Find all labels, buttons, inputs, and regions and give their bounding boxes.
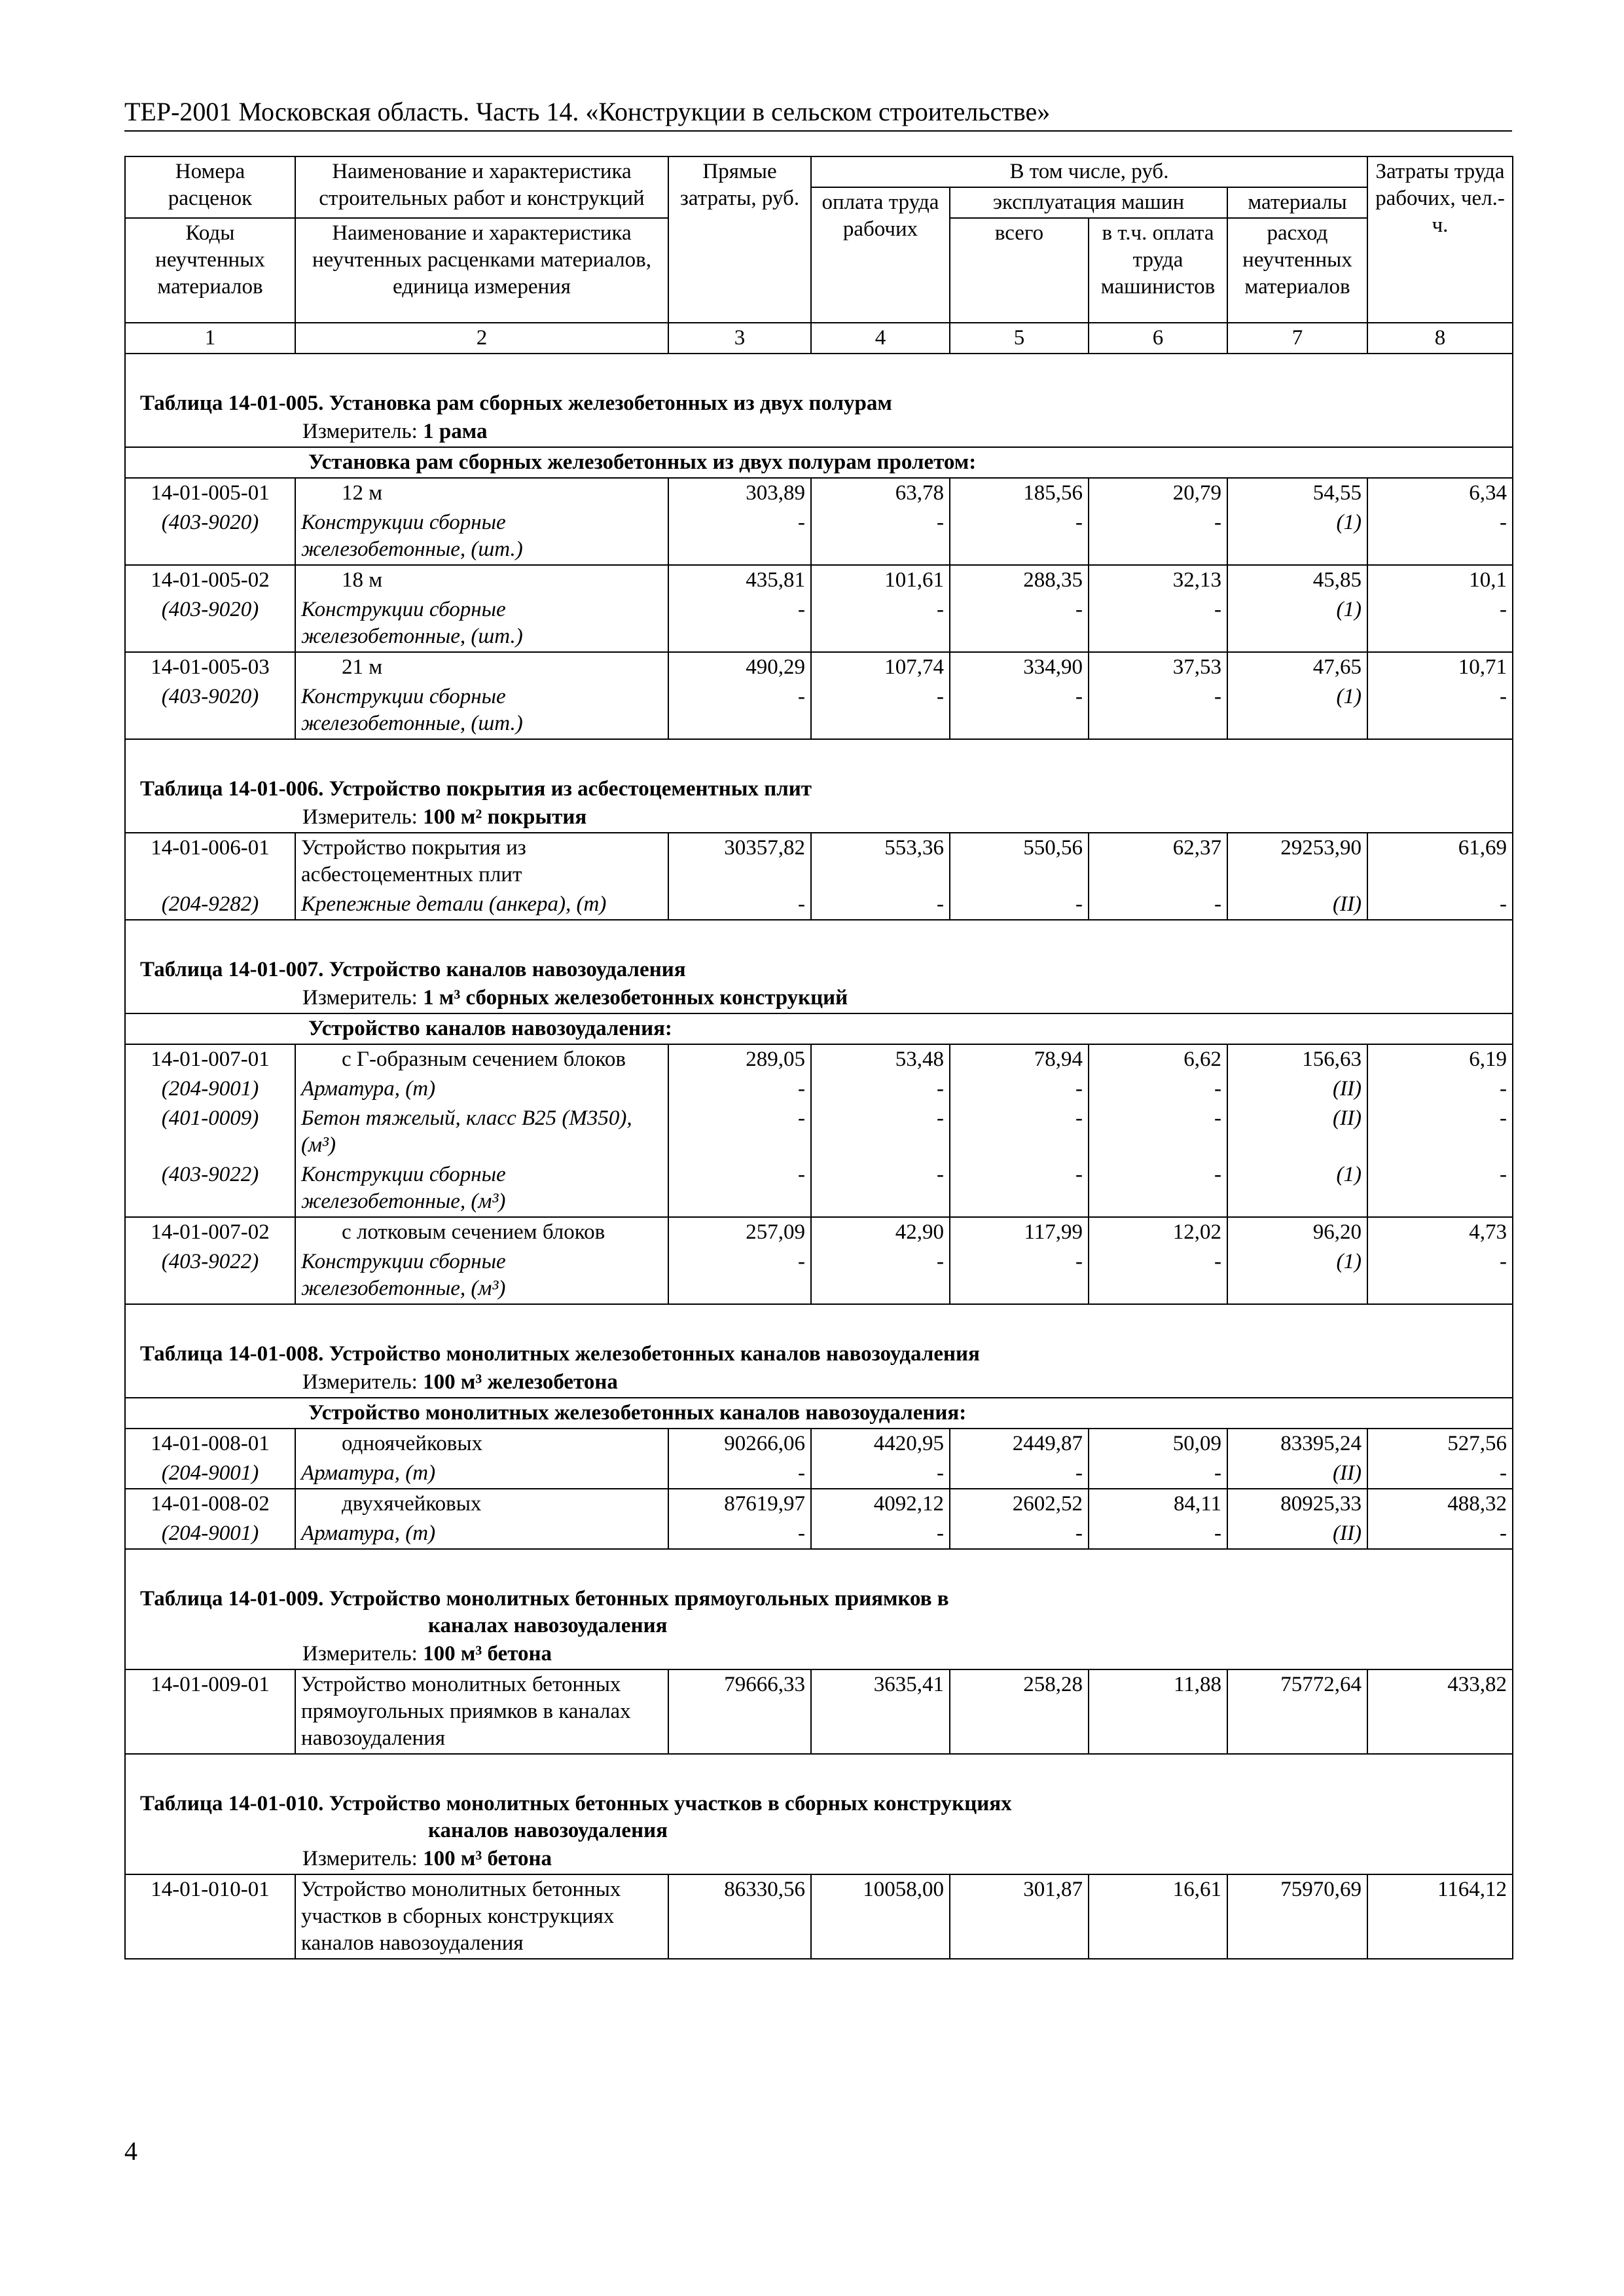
- measure-value: 1 м³ сборных железобетонных конструкций: [423, 986, 848, 1010]
- rate-code: 14-01-010-01: [125, 1874, 295, 1959]
- rate-value-col-3: 257,09: [668, 1217, 811, 1247]
- material-value-col-4: -: [811, 1160, 950, 1217]
- rate-value-col-7: 54,55: [1227, 478, 1367, 508]
- rate-value-col-6: 32,13: [1089, 565, 1227, 595]
- measure-label: Измеритель:: [302, 805, 424, 829]
- col-num: 7: [1227, 323, 1367, 354]
- header-name-bottom: Наименование и характеристика неучтенных расценками материалов, единица измерения: [295, 218, 668, 323]
- rate-code: 14-01-005-02: [125, 565, 295, 595]
- header-materials: материалы: [1227, 187, 1367, 218]
- material-value-col-5: -: [950, 890, 1089, 920]
- material-code: (401-0009): [125, 1104, 295, 1160]
- material-value-col-3: -: [668, 508, 811, 565]
- header-worker-pay: оплата труда рабочих: [811, 187, 950, 323]
- material-row: [125, 1074, 1513, 1104]
- rate-name: с лотковым сечением блоков: [295, 1217, 668, 1247]
- measure-value: 1 рама: [423, 420, 488, 443]
- table-row: [125, 478, 1513, 508]
- spacer: [125, 354, 1513, 390]
- material-name: Арматура, (т): [295, 1459, 668, 1489]
- rate-value-col-3: 30357,82: [668, 833, 811, 890]
- col-num: 5: [950, 323, 1089, 354]
- measure-007: [125, 983, 1513, 1013]
- rate-value-col-6: 37,53: [1089, 652, 1227, 682]
- rate-value-col-4: 63,78: [811, 478, 950, 508]
- page-header: ТЕР-2001 Московская область. Часть 14. «Конструкции в сельском строительстве»: [124, 95, 1512, 132]
- measure-value: 100 м³ железобетона: [423, 1370, 618, 1394]
- rate-value-col-3: 303,89: [668, 478, 811, 508]
- col-num: 1: [125, 323, 295, 354]
- material-code: (403-9020): [125, 508, 295, 565]
- subheader-005: Установка рам сборных железобетонных из двух полурам пролетом:: [295, 447, 1513, 478]
- material-value-col-7: (1): [1227, 1247, 1367, 1304]
- rate-code: 14-01-008-01: [125, 1429, 295, 1459]
- rate-value-col-7: 80925,33: [1227, 1489, 1367, 1519]
- material-value-col-3: -: [668, 682, 811, 739]
- material-value-col-8: -: [1367, 1074, 1513, 1104]
- rate-name: Устройство покрытия из асбестоцементных плит: [295, 833, 668, 890]
- material-value-col-7: (II): [1227, 1104, 1367, 1160]
- material-value-col-7: (II): [1227, 890, 1367, 920]
- rate-code: 14-01-006-01: [125, 833, 295, 890]
- rate-value-col-7: 156,63: [1227, 1044, 1367, 1074]
- spacer: [125, 920, 1513, 957]
- rate-value-col-8: 527,56: [1367, 1429, 1513, 1459]
- material-value-col-6: -: [1089, 1519, 1227, 1549]
- rate-value-col-7: 96,20: [1227, 1217, 1367, 1247]
- rate-value-col-6: 20,79: [1089, 478, 1227, 508]
- table-row: [125, 1874, 1513, 1959]
- table-row: [125, 1429, 1513, 1459]
- rate-value-col-8: 4,73: [1367, 1217, 1513, 1247]
- section-title-010-cont: каналов навозоудаления: [125, 1817, 1513, 1844]
- material-name: Арматура, (т): [295, 1519, 668, 1549]
- measure-label: Измеритель:: [302, 986, 424, 1010]
- material-name: Конструкции сборные железобетонные, (шт.): [295, 508, 668, 565]
- rate-value-col-4: 53,48: [811, 1044, 950, 1074]
- measure-008: [125, 1368, 1513, 1398]
- material-value-col-3: -: [668, 1074, 811, 1104]
- material-row: [125, 1104, 1513, 1160]
- material-value-col-4: -: [811, 1459, 950, 1489]
- material-value-col-3: -: [668, 1519, 811, 1549]
- material-value-col-7: (II): [1227, 1074, 1367, 1104]
- material-value-col-6: -: [1089, 1074, 1227, 1104]
- rate-code: 14-01-008-02: [125, 1489, 295, 1519]
- rate-code: 14-01-007-01: [125, 1044, 295, 1074]
- rate-code: 14-01-007-02: [125, 1217, 295, 1247]
- rate-value-col-5: 2602,52: [950, 1489, 1089, 1519]
- rate-code: 14-01-005-03: [125, 652, 295, 682]
- material-name: Конструкции сборные железобетонные, (м³): [295, 1160, 668, 1217]
- material-row: [125, 1519, 1513, 1549]
- header-name-top: Наименование и характеристика строительных работ и конструкций: [295, 156, 668, 218]
- material-value-col-4: -: [811, 1074, 950, 1104]
- table-row: [125, 652, 1513, 682]
- subheader-008: Устройство монолитных железобетонных каналов навозоудаления:: [295, 1398, 1513, 1429]
- section-title-008: Таблица 14-01-008. Устройство монолитных железобетонных каналов навозоудаления: [125, 1341, 1513, 1368]
- rate-name: с Г-образным сечением блоков: [295, 1044, 668, 1074]
- rate-value-col-7: 75772,64: [1227, 1669, 1367, 1754]
- header-direct-costs: Прямые затраты, руб.: [668, 156, 811, 323]
- spacer: [125, 739, 1513, 776]
- spacer: [125, 1754, 1513, 1791]
- material-value-col-6: -: [1089, 890, 1227, 920]
- material-value-col-3: -: [668, 1104, 811, 1160]
- material-value-col-6: -: [1089, 1104, 1227, 1160]
- material-value-col-4: -: [811, 1247, 950, 1304]
- subheader-gap: [125, 1013, 295, 1044]
- material-value-col-5: -: [950, 682, 1089, 739]
- material-row: [125, 1459, 1513, 1489]
- measure-006: [125, 803, 1513, 833]
- rate-value-col-3: 490,29: [668, 652, 811, 682]
- section-title-009: Таблица 14-01-009. Устройство монолитных бетонных прямоугольных приямков в: [125, 1586, 1513, 1613]
- material-value-col-6: -: [1089, 682, 1227, 739]
- rate-name: Устройство монолитных бетонных прямоугольных приямков в каналах навозоудаления: [295, 1669, 668, 1754]
- material-value-col-5: -: [950, 1459, 1089, 1489]
- section-title-005: Таблица 14-01-005. Установка рам сборных железобетонных из двух полурам: [125, 390, 1513, 417]
- rate-value-col-5: 550,56: [950, 833, 1089, 890]
- material-value-col-7: (II): [1227, 1519, 1367, 1549]
- measure-label: Измеритель:: [302, 420, 424, 443]
- rate-value-col-8: 6,34: [1367, 478, 1513, 508]
- spacer: [125, 1304, 1513, 1341]
- rate-value-col-5: 117,99: [950, 1217, 1089, 1247]
- material-value-col-6: -: [1089, 1459, 1227, 1489]
- material-value-col-7: (1): [1227, 682, 1367, 739]
- material-value-col-7: (1): [1227, 508, 1367, 565]
- material-value-col-6: -: [1089, 595, 1227, 652]
- material-code: (403-9020): [125, 595, 295, 652]
- material-value-col-6: -: [1089, 508, 1227, 565]
- section-title-009-cont: каналах навозоудаления: [125, 1613, 1513, 1639]
- rate-value-col-4: 553,36: [811, 833, 950, 890]
- material-row: [125, 682, 1513, 739]
- material-value-col-8: -: [1367, 1459, 1513, 1489]
- rate-value-col-4: 3635,41: [811, 1669, 950, 1754]
- rate-name: 12 м: [295, 478, 668, 508]
- material-code: (204-9001): [125, 1459, 295, 1489]
- rate-value-col-7: 75970,69: [1227, 1874, 1367, 1959]
- rate-value-col-7: 83395,24: [1227, 1429, 1367, 1459]
- rate-value-col-6: 62,37: [1089, 833, 1227, 890]
- header-operator-pay: в т.ч. оплата труда машинистов: [1089, 218, 1227, 323]
- table-row: [125, 1044, 1513, 1074]
- rate-name: двухячейковых: [295, 1489, 668, 1519]
- measure-label: Измеритель:: [302, 1370, 424, 1394]
- measure-005: [125, 417, 1513, 447]
- material-value-col-5: -: [950, 1104, 1089, 1160]
- material-value-col-8: -: [1367, 890, 1513, 920]
- header-material-usage: расход неучтенных материалов: [1227, 218, 1367, 323]
- rate-value-col-3: 86330,56: [668, 1874, 811, 1959]
- rate-value-col-6: 6,62: [1089, 1044, 1227, 1074]
- material-value-col-4: -: [811, 595, 950, 652]
- rate-value-col-4: 42,90: [811, 1217, 950, 1247]
- material-value-col-5: -: [950, 1160, 1089, 1217]
- rate-value-col-8: 488,32: [1367, 1489, 1513, 1519]
- material-value-col-8: -: [1367, 1160, 1513, 1217]
- measure-value: 100 м² покрытия: [423, 805, 587, 829]
- measure-label: Измеритель:: [302, 1847, 424, 1870]
- material-value-col-8: -: [1367, 1104, 1513, 1160]
- material-value-col-4: -: [811, 1104, 950, 1160]
- material-row: [125, 1160, 1513, 1217]
- measure-010: [125, 1844, 1513, 1874]
- material-value-col-3: -: [668, 1459, 811, 1489]
- rate-value-col-4: 107,74: [811, 652, 950, 682]
- material-value-col-4: -: [811, 890, 950, 920]
- material-row: [125, 890, 1513, 920]
- col-num: 2: [295, 323, 668, 354]
- rate-value-col-7: 45,85: [1227, 565, 1367, 595]
- rate-value-col-6: 11,88: [1089, 1669, 1227, 1754]
- subheader-007: Устройство каналов навозоудаления:: [295, 1013, 1513, 1044]
- rate-value-col-8: 10,1: [1367, 565, 1513, 595]
- rate-value-col-8: 433,82: [1367, 1669, 1513, 1754]
- rate-value-col-3: 87619,97: [668, 1489, 811, 1519]
- material-value-col-5: -: [950, 508, 1089, 565]
- measure-value: 100 м³ бетона: [423, 1642, 552, 1666]
- rate-value-col-7: 47,65: [1227, 652, 1367, 682]
- material-value-col-8: -: [1367, 682, 1513, 739]
- rate-value-col-5: 334,90: [950, 652, 1089, 682]
- page-number: 4: [124, 2136, 137, 2166]
- rate-value-col-4: 10058,00: [811, 1874, 950, 1959]
- header-codes-bottom: Коды неучтенных материалов: [125, 218, 295, 323]
- measure-009: [125, 1639, 1513, 1669]
- rate-name: 18 м: [295, 565, 668, 595]
- table-row: [125, 833, 1513, 890]
- rate-value-col-5: 258,28: [950, 1669, 1089, 1754]
- material-value-col-7: (1): [1227, 1160, 1367, 1217]
- rate-value-col-6: 12,02: [1089, 1217, 1227, 1247]
- material-value-col-5: -: [950, 1247, 1089, 1304]
- price-table: [124, 156, 1513, 1959]
- rate-value-col-5: 2449,87: [950, 1429, 1089, 1459]
- material-name: Конструкции сборные железобетонные, (м³): [295, 1247, 668, 1304]
- rate-value-col-8: 1164,12: [1367, 1874, 1513, 1959]
- table-row: [125, 1489, 1513, 1519]
- col-num: 3: [668, 323, 811, 354]
- header-labor: Затраты труда рабочих, чел.-ч.: [1367, 156, 1513, 323]
- rate-value-col-5: 78,94: [950, 1044, 1089, 1074]
- col-num: 8: [1367, 323, 1513, 354]
- material-value-col-4: -: [811, 508, 950, 565]
- section-title-007: Таблица 14-01-007. Устройство каналов навозоудаления: [125, 957, 1513, 983]
- spacer: [125, 1549, 1513, 1586]
- material-value-col-3: -: [668, 1247, 811, 1304]
- material-name: Конструкции сборные железобетонные, (шт.): [295, 595, 668, 652]
- rate-value-col-7: 29253,90: [1227, 833, 1367, 890]
- material-name: Арматура, (т): [295, 1074, 668, 1104]
- material-code: (403-9020): [125, 682, 295, 739]
- header-machines-total: всего: [950, 218, 1089, 323]
- material-code: (204-9282): [125, 890, 295, 920]
- material-value-col-5: -: [950, 1519, 1089, 1549]
- measure-value: 100 м³ бетона: [423, 1847, 552, 1870]
- header-including: В том числе, руб.: [811, 156, 1367, 187]
- material-value-col-7: (II): [1227, 1459, 1367, 1489]
- rate-value-col-5: 185,56: [950, 478, 1089, 508]
- material-value-col-7: (1): [1227, 595, 1367, 652]
- rate-value-col-4: 4092,12: [811, 1489, 950, 1519]
- material-value-col-5: -: [950, 595, 1089, 652]
- table-row: [125, 1669, 1513, 1754]
- material-value-col-3: -: [668, 1160, 811, 1217]
- col-num: 4: [811, 323, 950, 354]
- material-code: (204-9001): [125, 1519, 295, 1549]
- material-value-col-4: -: [811, 682, 950, 739]
- rate-value-col-6: 50,09: [1089, 1429, 1227, 1459]
- rate-value-col-4: 4420,95: [811, 1429, 950, 1459]
- material-value-col-6: -: [1089, 1160, 1227, 1217]
- section-title-006: Таблица 14-01-006. Устройство покрытия из асбестоцементных плит: [125, 776, 1513, 803]
- material-row: [125, 595, 1513, 652]
- rate-code: 14-01-009-01: [125, 1669, 295, 1754]
- rate-value-col-3: 289,05: [668, 1044, 811, 1074]
- rate-value-col-5: 301,87: [950, 1874, 1089, 1959]
- rate-value-col-8: 10,71: [1367, 652, 1513, 682]
- material-value-col-5: -: [950, 1074, 1089, 1104]
- material-value-col-3: -: [668, 890, 811, 920]
- rate-name: 21 м: [295, 652, 668, 682]
- material-value-col-8: -: [1367, 1247, 1513, 1304]
- subheader-gap: [125, 1398, 295, 1429]
- header-machines: эксплуатация машин: [950, 187, 1227, 218]
- material-code: (204-9001): [125, 1074, 295, 1104]
- rate-code: 14-01-005-01: [125, 478, 295, 508]
- rate-value-col-8: 6,19: [1367, 1044, 1513, 1074]
- material-value-col-8: -: [1367, 508, 1513, 565]
- material-value-col-8: -: [1367, 595, 1513, 652]
- rate-name: одноячейковых: [295, 1429, 668, 1459]
- material-name: Бетон тяжелый, класс В25 (М350), (м³): [295, 1104, 668, 1160]
- rate-value-col-6: 16,61: [1089, 1874, 1227, 1959]
- material-value-col-3: -: [668, 595, 811, 652]
- rate-value-col-3: 79666,33: [668, 1669, 811, 1754]
- material-row: [125, 508, 1513, 565]
- rate-value-col-6: 84,11: [1089, 1489, 1227, 1519]
- table-row: [125, 1217, 1513, 1247]
- material-value-col-4: -: [811, 1519, 950, 1549]
- material-row: [125, 1247, 1513, 1304]
- material-value-col-6: -: [1089, 1247, 1227, 1304]
- rate-value-col-4: 101,61: [811, 565, 950, 595]
- rate-value-col-3: 90266,06: [668, 1429, 811, 1459]
- material-code: (403-9022): [125, 1247, 295, 1304]
- material-name: Крепежные детали (анкера), (т): [295, 890, 668, 920]
- table-row: [125, 565, 1513, 595]
- header-codes-top: Номера расценок: [125, 156, 295, 218]
- rate-value-col-5: 288,35: [950, 565, 1089, 595]
- section-title-010: Таблица 14-01-010. Устройство монолитных бетонных участков в сборных конструкциях: [125, 1791, 1513, 1817]
- measure-label: Измеритель:: [302, 1642, 424, 1666]
- rate-name: Устройство монолитных бетонных участков в сборных конструкциях каналов навозоудаления: [295, 1874, 668, 1959]
- rate-value-col-3: 435,81: [668, 565, 811, 595]
- rate-value-col-8: 61,69: [1367, 833, 1513, 890]
- material-code: (403-9022): [125, 1160, 295, 1217]
- material-value-col-8: -: [1367, 1519, 1513, 1549]
- material-name: Конструкции сборные железобетонные, (шт.): [295, 682, 668, 739]
- col-num: 6: [1089, 323, 1227, 354]
